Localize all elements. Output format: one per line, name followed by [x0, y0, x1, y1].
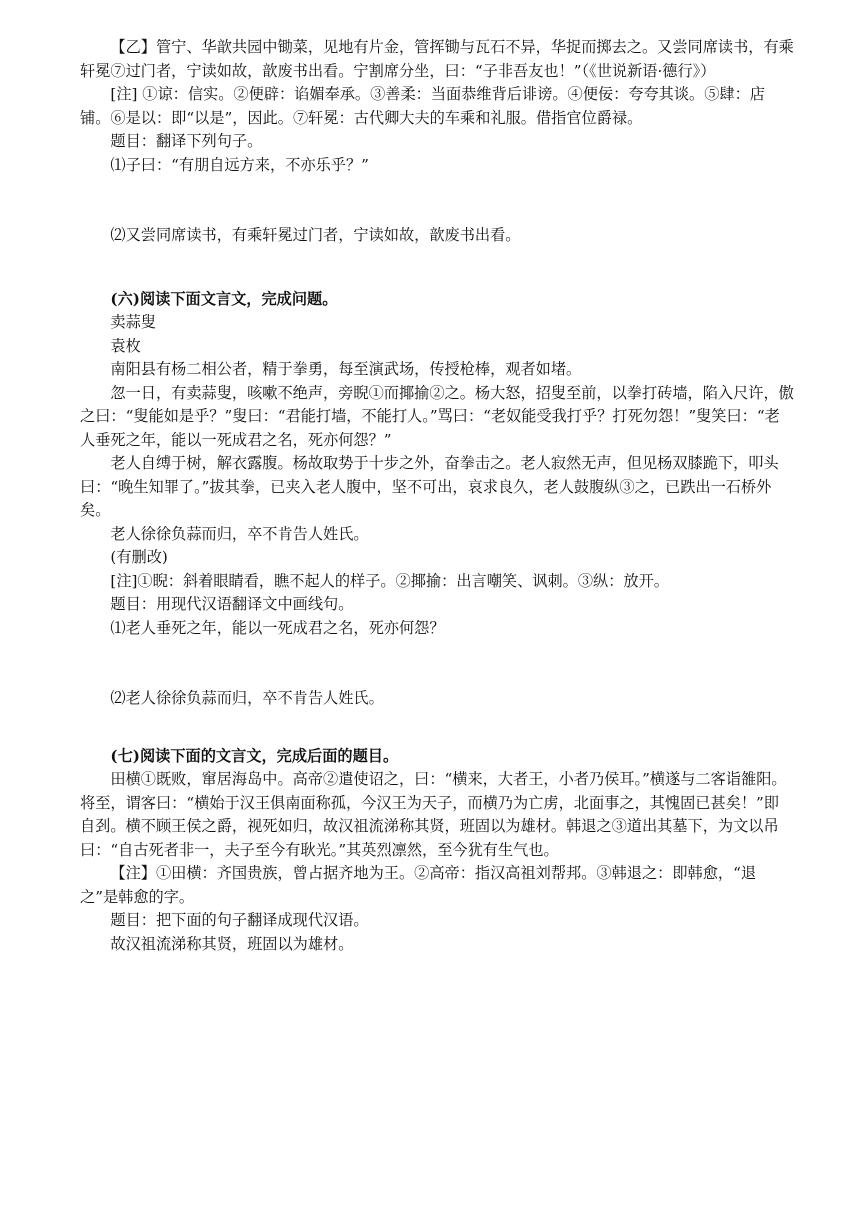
question-1: ⑴老人垂死之年，能以一死成君之名，死亦何怨？ — [110, 618, 445, 637]
question-2: ⑵又尝同席读书，有乘轩冕过门者，宁读如故，歆废书出看。 — [110, 226, 521, 244]
section-7-heading: (七)阅读下面的文言文，完成后面的题目。 — [110, 746, 399, 765]
task-yi: 题目：翻译下列句子。 — [110, 132, 263, 150]
passage-paragraph: 南阳县有杨二相公者，精于拳勇，每至演武场，传授枪棒，观者如堵。 — [110, 360, 582, 378]
task-6: 题目：用现代汉语翻译文中画线句。 — [110, 595, 354, 613]
passage-paragraph: 老人自缚于树，解衣露腹。杨故取势于十步之外，奋拳击之。老人寂然无声，但见杨双膝跪下，叩头曰：“晚生知罪了。”拔其拳，已夹入老人腹中，坚不可出，哀求良久，老人鼓腹纵③之，已跌出一石桥外矣。 — [80, 454, 779, 519]
annotation-note: 【注】①田横：齐国贵族，曾占据齐地为王。②高帝：指汉高祖刘帮邦。③韩退之：即韩愈，“退之”是韩愈的字。 — [80, 864, 757, 906]
answer-space — [80, 248, 794, 288]
passage-paragraph: 田横①既败，窜居海岛中。高帝②遣使诏之，曰：“横来，大者王，小者乃侯耳。”横遂与二客诣雒阳。将至，谓客曰：“横始于汉王俱南面称孤，今汉王为天子，而横乃为亡虏，北面事之，其愧固已甚矣！”即自刭。横不顾王侯之爵，视死如归，故汉祖流涕称其贤，班固以为雄材。韩退之③道出其墓下，为文以吊曰：“自古死者非一，夫子至今有耿光。”其英烈凛然，至今犹有生气也。 — [80, 770, 787, 859]
passage-title: 卖蒜叟 — [110, 313, 156, 331]
answer-space — [80, 640, 794, 687]
answer-space — [80, 177, 794, 224]
task-7: 题目：把下面的句子翻译成现代汉语。 — [110, 911, 369, 929]
passage-paragraph: 忽一日，有卖蒜叟，咳嗽不绝声，旁睨①而揶揄②之。杨大怒，招叟至前，以拳打砖墙，陷入尺许，傲之曰：“叟能如是乎？”叟曰：“君能打墙，不能打人。”骂曰：“老奴能受我打乎？打死勿怨！”叟笑曰：“老人垂死之年，能以一死成君之名，死亦何怨？” — [80, 383, 794, 449]
note-yi: [注] ①谅：信实。②便辟：谄媚奉承。③善柔：当面恭维背后诽谤。④便佞：夸夸其谈。⑤肆：店铺。⑥是以：即“以是”，因此。⑦轩冕：古代卿大夫的车乘和礼服。借指官位爵禄。 — [80, 85, 765, 127]
annotation-note: [注]①睨：斜着眼睛看，瞧不起人的样子。②揶揄：出言嘲笑、讽刺。③纵：放开。 — [110, 571, 669, 590]
question-1: ⑴子曰：“有朋自远方来，不亦乐乎？” — [110, 155, 369, 174]
passage-yi: 【乙】管宁、华歆共园中锄菜，见地有片金，管挥锄与瓦石不异，华捉而掷去之。又尝同席读书，有乘轩冕⑦过门者，宁读如故，歆废书出看。宁割席分坐，曰：“子非吾友也！”（《世说新语·德行》） — [80, 38, 794, 80]
section-6-heading: (六)阅读下面文言文，完成问题。 — [110, 289, 338, 308]
passage-author: 袁枚 — [110, 336, 141, 355]
translation-sentence: 故汉祖流涕称其贤，班固以为雄材。 — [110, 934, 354, 953]
passage-paragraph: 老人徐徐负蒜而归，卒不肯告人姓氏。 — [110, 524, 369, 543]
question-2: ⑵老人徐徐负蒜而归，卒不肯告人姓氏。 — [110, 689, 384, 707]
answer-space — [80, 711, 794, 745]
source-note: (有删改) — [110, 548, 168, 566]
